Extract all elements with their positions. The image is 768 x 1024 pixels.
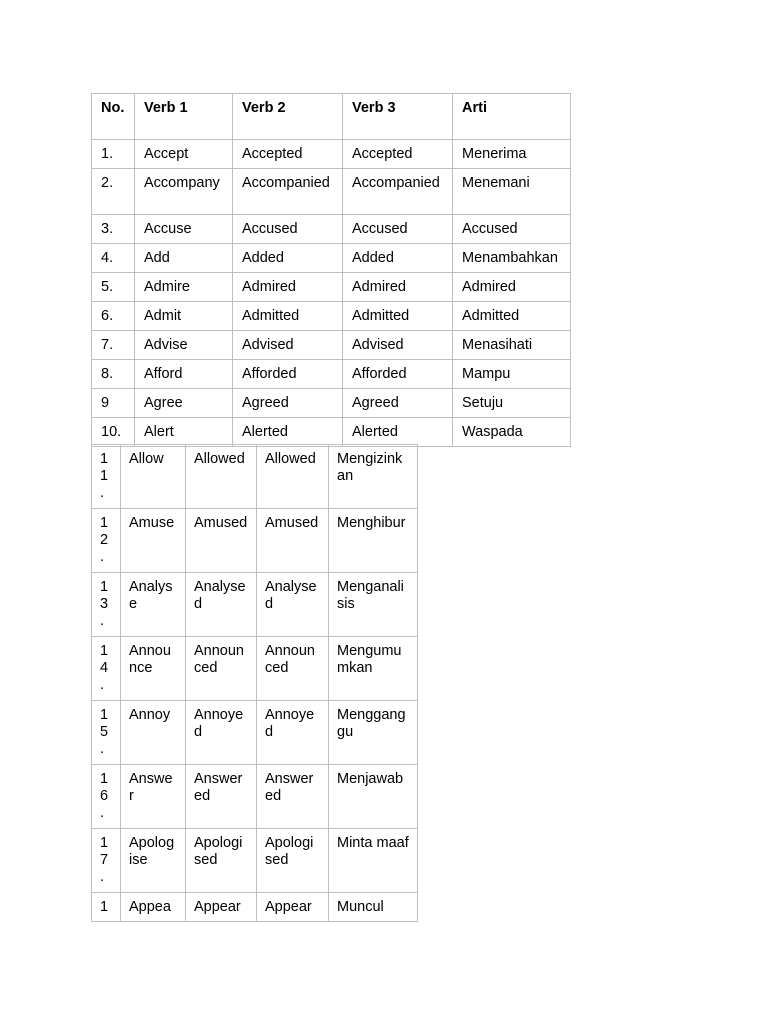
cell-verb-2: Afforded	[233, 360, 343, 389]
cell-verb-3: Added	[343, 244, 453, 273]
table-row	[92, 445, 418, 509]
cell-verb-1: Agree	[135, 389, 233, 418]
table-row	[92, 418, 571, 447]
cell-verb-1: Appea	[121, 893, 186, 922]
cell-verb-3: Amused	[257, 509, 329, 573]
cell-arti: Menerima	[453, 140, 571, 169]
cell-no: 5.	[92, 273, 135, 302]
cell-verb-1: Answer	[121, 765, 186, 829]
cell-no: 16.	[92, 765, 121, 829]
cell-no: 17.	[92, 829, 121, 893]
cell-arti: Menghibur	[329, 509, 418, 573]
cell-no: 7.	[92, 331, 135, 360]
cell-verb-1: Accompany	[135, 169, 233, 215]
header-no: No.	[92, 94, 135, 140]
cell-arti: Accused	[453, 215, 571, 244]
cell-verb-2: Advised	[233, 331, 343, 360]
cell-no: 10.	[92, 418, 135, 447]
cell-no: 13.	[92, 573, 121, 637]
header-verb-2: Verb 2	[233, 94, 343, 140]
cell-verb-1: Alert	[135, 418, 233, 447]
cell-verb-1: Allow	[121, 445, 186, 509]
cell-arti: Admired	[453, 273, 571, 302]
cell-verb-2: Added	[233, 244, 343, 273]
cell-verb-2: Admired	[233, 273, 343, 302]
cell-verb-3: Alerted	[343, 418, 453, 447]
cell-arti: Menambahkan	[453, 244, 571, 273]
table-row	[92, 389, 571, 418]
cell-no: 9	[92, 389, 135, 418]
cell-verb-2: Alerted	[233, 418, 343, 447]
table-row	[92, 829, 418, 893]
cell-no: 3.	[92, 215, 135, 244]
cell-verb-2: Appear	[186, 893, 257, 922]
cell-arti: Minta maaf	[329, 829, 418, 893]
cell-verb-3: Answered	[257, 765, 329, 829]
table-row	[92, 509, 418, 573]
cell-verb-3: Apologised	[257, 829, 329, 893]
table-row	[92, 765, 418, 829]
cell-no: 2.	[92, 169, 135, 215]
table-row	[92, 302, 571, 331]
cell-verb-2: Agreed	[233, 389, 343, 418]
table-row	[92, 701, 418, 765]
header-arti: Arti	[453, 94, 571, 140]
cell-verb-3: Agreed	[343, 389, 453, 418]
cell-verb-3: Accompanied	[343, 169, 453, 215]
cell-verb-3: Allowed	[257, 445, 329, 509]
cell-verb-2: Accompanied	[233, 169, 343, 215]
cell-verb-2: Accused	[233, 215, 343, 244]
cell-arti: Mengumumkan	[329, 637, 418, 701]
table-row	[92, 140, 571, 169]
cell-verb-2: Analysed	[186, 573, 257, 637]
cell-verb-3: Appear	[257, 893, 329, 922]
cell-verb-2: Annoyed	[186, 701, 257, 765]
table-row	[92, 215, 571, 244]
cell-arti: Admitted	[453, 302, 571, 331]
cell-verb-3: Accepted	[343, 140, 453, 169]
cell-arti: Mengganggu	[329, 701, 418, 765]
header-verb-1: Verb 1	[135, 94, 233, 140]
cell-arti: Mengizinkan	[329, 445, 418, 509]
cell-verb-3: Admired	[343, 273, 453, 302]
cell-verb-1: Analyse	[121, 573, 186, 637]
cell-arti: Setuju	[453, 389, 571, 418]
cell-verb-3: Analysed	[257, 573, 329, 637]
header-verb-3: Verb 3	[343, 94, 453, 140]
cell-no: 12.	[92, 509, 121, 573]
table-row	[92, 169, 571, 215]
cell-no: 4.	[92, 244, 135, 273]
cell-no: 11.	[92, 445, 121, 509]
cell-verb-2: Allowed	[186, 445, 257, 509]
cell-verb-2: Admitted	[233, 302, 343, 331]
cell-verb-3: Afforded	[343, 360, 453, 389]
cell-verb-2: Amused	[186, 509, 257, 573]
table-row	[92, 573, 418, 637]
cell-arti: Menemani	[453, 169, 571, 215]
table-header-row	[92, 94, 571, 140]
cell-no: 6.	[92, 302, 135, 331]
table-row	[92, 244, 571, 273]
cell-verb-1: Afford	[135, 360, 233, 389]
cell-verb-1: Annoy	[121, 701, 186, 765]
table-row	[92, 893, 418, 922]
cell-verb-1: Admire	[135, 273, 233, 302]
table-row	[92, 637, 418, 701]
cell-arti: Menganalisis	[329, 573, 418, 637]
cell-verb-1: Apologise	[121, 829, 186, 893]
cell-verb-3: Advised	[343, 331, 453, 360]
table-row	[92, 273, 571, 302]
cell-verb-1: Accept	[135, 140, 233, 169]
cell-verb-1: Add	[135, 244, 233, 273]
table-row	[92, 360, 571, 389]
cell-verb-1: Accuse	[135, 215, 233, 244]
cell-no: 8.	[92, 360, 135, 389]
cell-verb-1: Amuse	[121, 509, 186, 573]
verb-table-part-two	[91, 444, 418, 922]
cell-verb-3: Admitted	[343, 302, 453, 331]
cell-verb-3: Accused	[343, 215, 453, 244]
table-row	[92, 331, 571, 360]
cell-arti: Muncul	[329, 893, 418, 922]
cell-verb-2: Answered	[186, 765, 257, 829]
cell-verb-1: Announce	[121, 637, 186, 701]
cell-verb-2: Announced	[186, 637, 257, 701]
cell-arti: Menjawab	[329, 765, 418, 829]
cell-verb-3: Announced	[257, 637, 329, 701]
cell-no: 1.	[92, 140, 135, 169]
cell-no: 14.	[92, 637, 121, 701]
verb-table-part-one	[91, 93, 571, 447]
cell-no: 1	[92, 893, 121, 922]
cell-arti: Menasihati	[453, 331, 571, 360]
cell-verb-2: Apologised	[186, 829, 257, 893]
cell-arti: Mampu	[453, 360, 571, 389]
cell-verb-2: Accepted	[233, 140, 343, 169]
cell-no: 15.	[92, 701, 121, 765]
cell-verb-3: Annoyed	[257, 701, 329, 765]
cell-arti: Waspada	[453, 418, 571, 447]
cell-verb-1: Admit	[135, 302, 233, 331]
cell-verb-1: Advise	[135, 331, 233, 360]
